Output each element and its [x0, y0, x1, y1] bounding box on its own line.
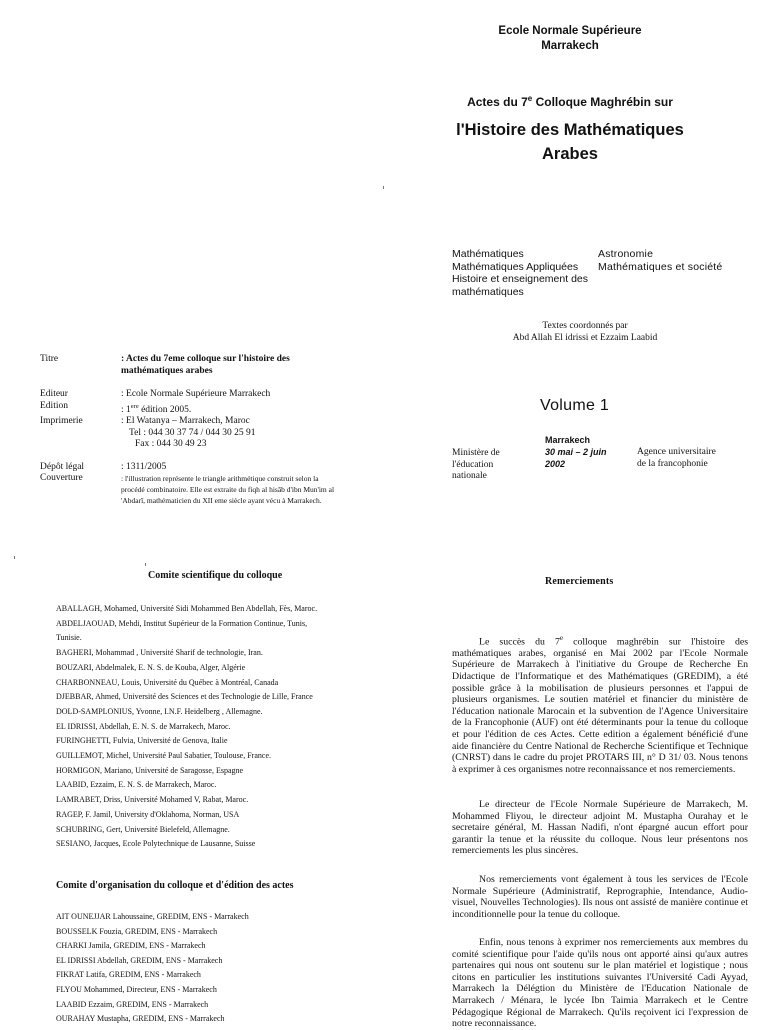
- scan-speck: [145, 563, 146, 566]
- book-title-line-1: l'Histoire des Mathématiques: [456, 121, 684, 139]
- ministry-credit: Ministère de l'éducation nationale: [452, 448, 500, 481]
- meeting-dates: 30 mai – 2 juin 2002: [545, 447, 607, 469]
- scan-speck: [383, 186, 384, 189]
- list-item: RAGEP, F. Jamil, University d'Oklahoma, Norman, USA: [56, 809, 240, 819]
- list-item: CHARBONNEAU, Louis, Université du Québec à Montréal, Canada: [56, 677, 279, 687]
- list-item: BOUSSELK Fouzia, GREDIM, ENS - Marrakech: [56, 926, 218, 936]
- list-item: FLYOU Mohammed, Directeur, ENS - Marrakech: [56, 984, 217, 994]
- school-line-2: Marrakech: [541, 40, 599, 52]
- acknowledgements-paragraph-1: Le succès du 7e colloque maghrébin sur l'histoire des mathématiques arabes, organisé en Mai 2002 par l'Ecole Normale Supérieure de Marrakech à l'initiative du Groupe de Recherche En Didactique de l'Informatique et des Mathématiques (GREDIM), a été possible grâce à la mobilisation de plusieurs personnes et l'appui de plusieurs organismes. Le soutien matériel et financier du ministère de l'éducation nationale Marocain et la subvention de l'Agence Universitaire de la Francophonie (AUF) ont été déterminants pour la tenue du colloque et pour l'édition de ces Actes. Cette edition a également bénéficié d'une aide financière du Centre National de Recherche Scientifique et Technique (CNRST) dans le cadre du projet PROTARS III, n° D 31/ 03. Nous tenons à exprimer à ces organismes notre reconnaissance et nos remerciements.: [452, 634, 749, 775]
- book-title: [430, 118, 710, 166]
- list-item: AIT OUNEJJAR Lahoussaine, GREDIM, ENS - Marrakech: [56, 912, 249, 921]
- meeting-city: Marrakech: [545, 435, 591, 445]
- list-item: FIKRAT Latifa, GREDIM, ENS - Marrakech: [56, 970, 201, 980]
- school-line-1: Ecole Normale Supérieure: [498, 25, 642, 37]
- book-title-line-2: Arabes: [542, 145, 598, 163]
- acknowledgements-paragraph-4: Enfin, nous tenons à exprimer nos remerciements aux membres du comité scientifique pour l'aide qu'ils nous ont apporté ainsi qu'aux autres partenaires qui nous ont soutenu sur le plan matériel et logistique ; nous citons en particulier les institutions suivantes l'Université Cadi Ayyad, Marrakech la Délégtion du Ministère de l'Education Nationale de Marrakech / Ménara, le lycée Ibn Taimia Marrakech et le Centre Pédagogique Régional de Marrakech. Qu'ils reçoivent ici l'expression de notre reconnaissance.: [452, 937, 748, 1030]
- themes-column-1: Mathématiques Mathématiques Appliquées Histoire et enseignement des mathématiques: [452, 248, 588, 298]
- colophon-edition: Edition : 1ere édition 2005.: [40, 400, 192, 415]
- list-item: ABDELJAOUAD, Mehdi, Institut Supérieur de la Formation Continue, Tunis,: [56, 618, 308, 628]
- colophon: [40, 354, 340, 506]
- list-item: CHARKI Jamila, GREDIM, ENS - Marrakech: [56, 941, 206, 951]
- list-item: SESIANO, Jacques, Ecole Polytechnique de Lausanne, Suisse: [56, 839, 256, 849]
- scan-speck: [14, 556, 15, 559]
- actes-line: Actes du 7e Colloque Maghrébin sur: [467, 94, 673, 109]
- list-item: ABALLAGH, Mohamed, Université Sidi Mohammed Ben Abdellah, Fès, Maroc.: [56, 604, 318, 613]
- list-item: BAGHERI, Mohammad , Université Sharif de technologie, Iran.: [56, 648, 263, 658]
- list-item: EL IDRISSI Abdellah, GREDIM, ENS - Marrakech: [56, 955, 223, 965]
- acknowledgements-title: Remerciements: [545, 576, 614, 587]
- list-item: FURINGHETTI, Fulvia, Université de Genova, Italie: [56, 736, 228, 746]
- list-item: SCHUBRING, Gert, Université Bielefeld, Allemagne.: [56, 824, 230, 834]
- themes-column-2: Astronomie Mathématiques et société: [598, 248, 723, 273]
- list-item: DJEBBAR, Ahmed, Université des Sciences et des Technologie de Lille, France: [56, 692, 313, 702]
- colophon-titre: Titre : Actes du 7eme colloque sur l'histoire des mathématiques arabes: [40, 354, 290, 376]
- list-item: HORMIGON, Mariano, Université de Saragosse, Espagne: [56, 765, 244, 775]
- colophon-couverture: Couverture : l'illustration représente le triangle arithmétique construit selon la procédé combinatoire. Elle est extraite du fiqh al hisāb d'ibn Mun'im al 'Abdarī, mathématicien du XII eme siècle ayant vécu à Marrakech.: [40, 473, 335, 506]
- organizing-committee-list: [56, 910, 356, 1027]
- colophon-editeur: Editeur : Ecole Normale Supérieure Marrakech: [40, 389, 271, 399]
- list-item: EL IDRISSI, Abdellah, E. N. S. de Marrakech, Maroc.: [56, 721, 231, 731]
- agency-credit: Agence universitaire de la francophonie: [637, 447, 716, 469]
- list-item: LAABID Ezzaim, GREDIM, ENS - Marrakech: [56, 999, 209, 1009]
- scientific-committee-list: [56, 602, 356, 852]
- list-item: LAABID, Ezzaim, E. N. S. de Marrakech, Maroc.: [56, 780, 217, 790]
- list-item: DOLD-SAMPLONIUS, Yvonne, I.N.F. Heidelberg , Allemagne.: [56, 706, 263, 716]
- list-item: OURAHAY Mustapha, GREDIM, ENS - Marrakech: [56, 1014, 225, 1024]
- volume-label: Volume 1: [540, 397, 610, 414]
- list-item: LAMRABET, Driss, Université Mohamed V, Rabat, Maroc.: [56, 795, 249, 805]
- school-name: [470, 24, 670, 54]
- acknowledgements-paragraph-2: Le directeur de l'Ecole Normale Supérieure de Marrakech, M. Mohammed Fliyou, le directeur adjoint M. Mustapha Ourahay et le secretaire général, M. Hassan Nadifi, n'ont épargné aucun effort pour garantir la tenue et la réussite du colloque. Nous leur présentons nos remerciements les plus sincères.: [452, 799, 748, 857]
- coordination-note: Textes coordonnés par Abd Allah El idrissi et Ezzaim Laabid: [512, 321, 658, 343]
- acknowledgements-paragraph-3: Nos remerciements vont également à tous les services de l'Ecole Normale Supérieure (Administratif, Reprographie, Intendance, Audio-visuel, Nouvelles Technologies). Ils nous ont assisté de manière continue et inconditionnelle pour la tenue du colloque.: [452, 874, 748, 920]
- list-item: Tunisie.: [56, 633, 82, 643]
- list-item: GUILLEMOT, Michel, Université Paul Sabatier, Toulouse, France.: [56, 751, 271, 761]
- list-item: BOUZARI, Abdelmalek, E. N. S. de Kouba, Alger, Algérie: [56, 662, 246, 672]
- colophon-depot: Dépôt légal : 1311/2005: [40, 461, 167, 472]
- scientific-committee-title: Comite scientifique du colloque: [148, 570, 283, 581]
- colophon-imprimerie: Imprimerie : El Watanya – Marrakech, Maroc Tel : 044 30 37 74 / 044 30 25 91 Fax : 044 30 49 23: [40, 416, 256, 450]
- organizing-committee-title: Comite d'organisation du colloque et d'édition des actes: [56, 880, 294, 891]
